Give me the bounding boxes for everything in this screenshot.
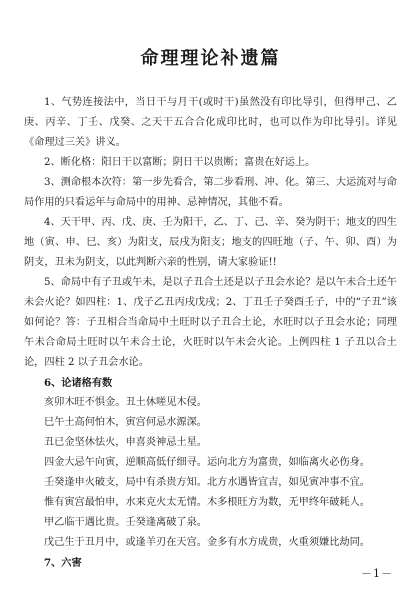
verse-line-4: 四金大忌午向寅，逆顺高低仔细寻。运向北方为富贵，如临离火必伤身。 <box>44 457 370 468</box>
verse-line-7: 甲乙临干遇比贵。壬癸逢离破了泉。 <box>44 517 207 528</box>
paragraph-5: 5、命局中有子丑或午未，是以子丑合土还是以子丑会水论？是以午未合土还午未会火论？如四柱：1、戊子乙丑丙戌戊戌；2、丁丑壬子癸酉壬子，中的“子丑”该如何论？答：子丑相合当命局中土旺时以子丑合土论，水旺时以子丑会水论；同理午未合命局土旺时以午未合土论，火旺时以午未会火论。上例四柱 1 子丑以合土论，四柱 2 以子丑会水论。 <box>24 277 397 368</box>
verse-line-6: 惟有寅宫最怕申，水来克火太无情。木多根旺方为数，无甲终年破耗人。 <box>44 497 370 508</box>
verse-line-5: 壬癸逢申火破支，局中有杀贵方知。北方水遇皆宜吉，如见寅冲事不宜。 <box>44 477 370 488</box>
section-heading-7: 7、六害 <box>44 557 82 569</box>
verse-line-8: 戊己生于丑月中，或逢羊刃在天宫。金多有水方成贵，火重须嫌比劫同。 <box>44 537 370 548</box>
page-title: 命理理论补遗篇 <box>140 48 281 69</box>
paragraph-3: 3、测命根本次符：第一步先看合，第二步看刑、冲、化。第三、大运流对与命局作用的只看运年与命局中的用神、忌神情况，其他不看。 <box>24 177 397 208</box>
section-heading-6: 6、论诸格有数 <box>44 377 113 389</box>
paragraph-4: 4、天干甲、丙、戊、庚、壬为阳干，乙、丁、己、辛、癸为阴干；地支的四生地（寅、申、巳、亥）为阳支，辰戌为阳支；地支的四旺地（子、午、卯、酉）为阴支，丑未为阴支，以此判断六亲的性别，请大家验证!! <box>24 217 397 268</box>
verse-line-3: 丑已金坚休怯火，申喜炎神忌土星。 <box>44 437 207 448</box>
paragraph-1: 1、气势连接法中，当日干与月干(或时干)虽然没有印比导引，但得甲己、乙庚、丙辛、丁壬、戊癸、之天干五合合化成印比时，也可以作为印比导引。详见《命理过三关》讲义。 <box>24 97 397 148</box>
verse-line-2: 巳午土高何怕木，寅宫何忌水源深。 <box>44 417 207 428</box>
paragraph-2: 2、断化格：阳日干以富断；阴日干以贵断；富贵在好运上。 <box>44 157 316 168</box>
verse-line-1: 亥卯木旺不惧金。丑土休嗟见木侵。 <box>44 397 207 408</box>
page-number: －1－ <box>361 567 393 580</box>
